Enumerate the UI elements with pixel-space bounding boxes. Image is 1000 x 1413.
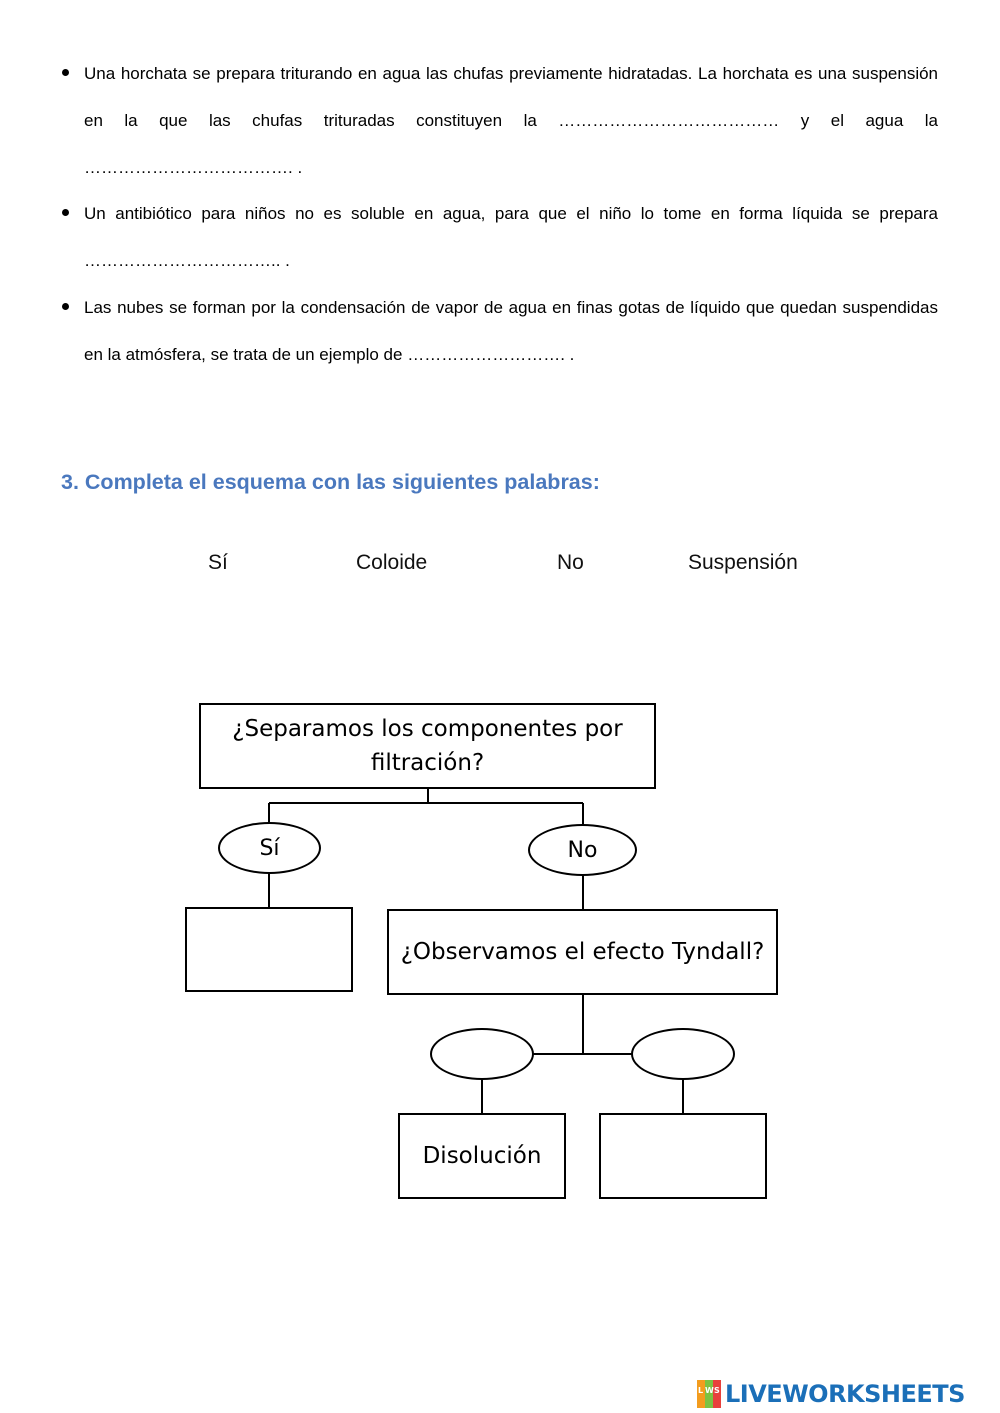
word-si[interactable]: Sí (208, 551, 228, 574)
answer-box-right[interactable] (599, 1113, 767, 1199)
word-suspension[interactable]: Suspensión (688, 551, 798, 574)
logo-mark-letter: W (705, 1386, 714, 1395)
box-disolucion: Disolución (398, 1113, 566, 1199)
question-filtracion-box: ¿Separamos los componentes por filtración? (199, 703, 656, 789)
oval-no: No (528, 824, 637, 876)
section-3-heading: 3. Completa el esquema con las siguientes palabras: (61, 470, 600, 494)
liveworksheets-logo-icon (697, 1380, 721, 1408)
oval-blank-left[interactable] (430, 1028, 534, 1080)
liveworksheets-logo-text: LIVEWORKSHEETS (725, 1380, 965, 1408)
logo-mark-letter: S (714, 1386, 720, 1395)
liveworksheets-logo (697, 1378, 965, 1410)
answer-box-left[interactable] (185, 907, 353, 992)
logo-mark-letter: L (698, 1386, 704, 1395)
oval-blank-right[interactable] (631, 1028, 735, 1080)
question-tyndall-box: ¿Observamos el efecto Tyndall? (387, 909, 778, 995)
bullet-text: Una horchata se prepara triturando en agua las chufas previamente hidratadas. La horchata es una suspensión en la que las chufas trituradas constituyen la ………………………………… y el agua la ………………………………. . (84, 64, 938, 177)
bullet-text: Un antibiótico para niños no es soluble en agua, para que el niño lo tome en forma líquida se prepara …………………………….. . (84, 204, 938, 270)
bullet-text: Las nubes se forman por la condensación de vapor de agua en finas gotas de líquido que quedan suspendidas en la atmósfera, se trata de un ejemplo de ………………………. . (84, 298, 938, 364)
oval-si: Sí (218, 822, 321, 874)
word-coloide[interactable]: Coloide (356, 551, 428, 574)
word-no[interactable]: No (557, 551, 584, 574)
